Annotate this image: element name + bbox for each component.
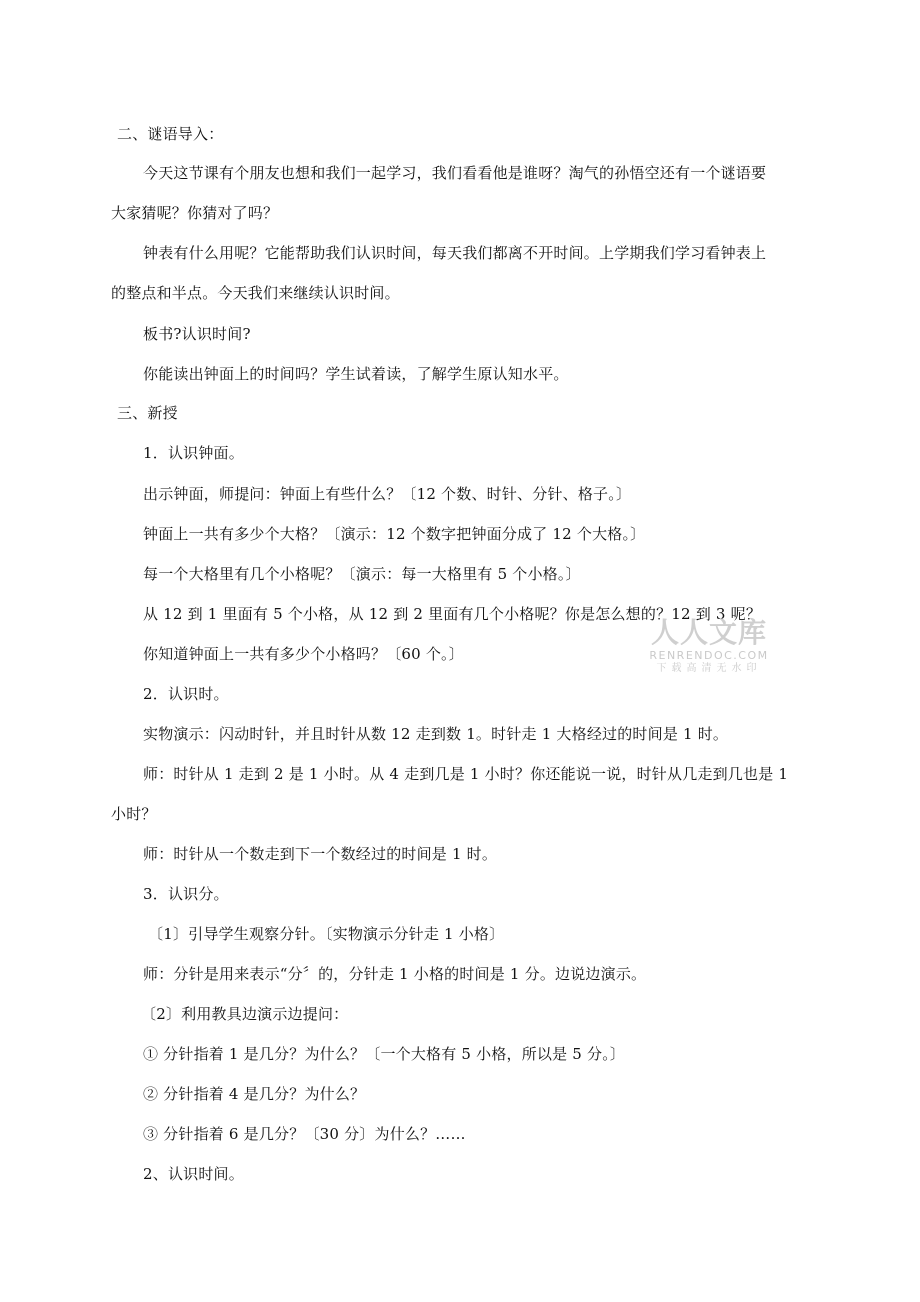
subheading-tell-time: 2、认识时间。 [143, 1165, 244, 1183]
paragraph-line: 大家猜呢？你猜对了吗？ [111, 204, 279, 222]
paragraph-line: 师：时针从 1 走到 2 是 1 小时。从 4 走到几是 1 小时？你还能说一说，时针从几走到几也是 1 [143, 765, 789, 783]
list-item: ③ 分针指着 6 是几分？〔30 分〕为什么？…… [143, 1125, 466, 1143]
subheading-clock-face: 1．认识钟面。 [143, 444, 244, 462]
watermark-domain: RENRENDOC.COM [649, 649, 769, 662]
paragraph-line: 你知道钟面上一共有多少个小格吗？〔60 个。〕 [143, 645, 464, 663]
paragraph-line: 从 12 到 1 里面有 5 个小格，从 12 到 2 里面有几个小格呢？你是怎么想的？12 到 3 呢？ [143, 605, 762, 623]
paragraph-line: 师：分针是用来表示“分〞的，分针走 1 小格的时间是 1 分。边说边演示。 [143, 965, 647, 983]
watermark [644, 617, 774, 676]
paragraph-line: 你能读出钟面上的时间吗？学生试着读，了解学生原认知水平。 [143, 365, 569, 383]
paragraph-line: 钟表有什么用呢？它能帮助我们认识时间，每天我们都离不开时间。上学期我们学习看钟表上 [143, 244, 767, 262]
paragraph-line: 实物演示：闪动时针，并且时针从数 12 走到数 1。时针走 1 大格经过的时间是 1 时。 [143, 725, 729, 743]
heading-new-lesson: 三、新授 [117, 404, 178, 422]
paragraph-line: 钟面上一共有多少个大格？〔演示：12 个数字把钟面分成了 12 个大格。〕 [143, 525, 646, 543]
paragraph-line: 出示钟面，师提问：钟面上有些什么？〔12 个数、时针、分针、格子。〕 [143, 485, 632, 503]
heading-riddle-intro: 二、谜语导入： [117, 125, 224, 143]
paragraph-line: 〔1〕引导学生观察分针。〔实物演示分针走 1 小格〕 [148, 925, 505, 943]
paragraph-line: 板书?认识时间? [143, 325, 251, 343]
list-item: ② 分针指着 4 是几分？为什么？ [143, 1085, 366, 1103]
subheading-minute: 3．认识分。 [143, 885, 229, 903]
paragraph-line: 的整点和半点。今天我们来继续认识时间。 [111, 284, 400, 302]
list-item: ① 分针指着 1 是几分？为什么？〔一个大格有 5 小格，所以是 5 分。〕 [143, 1045, 626, 1063]
paragraph-line: 小时？ [111, 805, 157, 823]
watermark-title: 人人文库 [650, 616, 767, 649]
subheading-hour: 2．认识时。 [143, 685, 229, 703]
paragraph-line: 〔2〕利用教具边演示边提问： [141, 1005, 349, 1023]
watermark-subtitle: 下载高清无水印 [656, 663, 762, 674]
paragraph-line: 今天这节课有个朋友也想和我们一起学习，我们看看他是谁呀？淘气的孙悟空还有一个谜语要 [143, 164, 767, 182]
paragraph-line: 每一个大格里有几个小格呢？〔演示：每一大格里有 5 个小格。〕 [143, 565, 581, 583]
paragraph-line: 师：时针从一个数走到下一个数经过的时间是 1 时。 [143, 845, 498, 863]
